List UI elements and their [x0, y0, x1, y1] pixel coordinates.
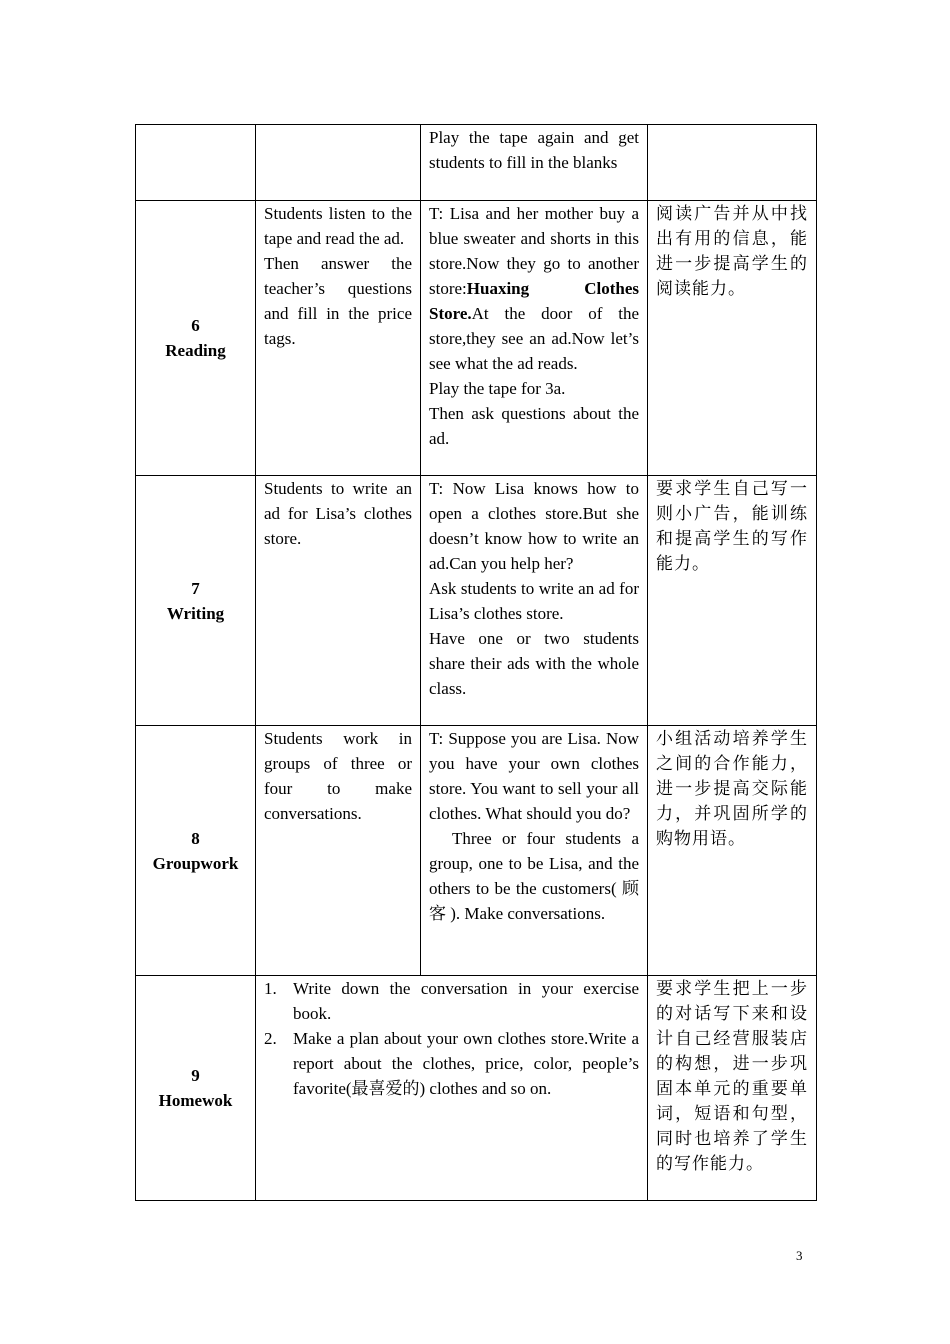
students-activity-text: Students to write an ad for Lisa’s clothes store. [264, 479, 412, 548]
purpose-cell [648, 976, 817, 1201]
teacher-activity-text: Have one or two students share their ads with the whole class. [429, 629, 639, 698]
table-row [136, 726, 817, 976]
purpose-cell [648, 476, 817, 726]
teacher-text-part: T: Lisa and her mother buy a blue sweater and shorts in this store.Now they go to another store: [429, 204, 639, 298]
teacher-activity-cell [421, 125, 648, 201]
homework-cell [256, 976, 648, 1201]
table-row [136, 976, 817, 1201]
students-activity-text: Students work in groups of three or four to make conversations. [264, 729, 412, 823]
purpose-cell [648, 201, 817, 476]
purpose-text: 小组活动培养学生之间的合作能力，进一步提高交际能力，并巩固所学的购物用语。 [656, 729, 808, 848]
teacher-activity-cell [421, 726, 648, 976]
lesson-plan-table [135, 124, 817, 1201]
homework-item-number: 2. [264, 1029, 277, 1048]
teacher-activity-cell [421, 476, 648, 726]
purpose-text: 要求学生自己写一则小广告，能训练和提高学生的写作能力。 [656, 479, 808, 573]
step-cell [136, 726, 256, 976]
homework-list [264, 976, 639, 1101]
step-number: 7 [191, 578, 200, 598]
step-number: 9 [191, 1066, 200, 1085]
homework-item-text: Write down the conversation in your exercise book. [293, 979, 639, 1023]
homework-item-number: 1. [264, 979, 277, 998]
students-activity-text: Then answer the teacher’s questions and fill in the price tags. [264, 254, 412, 348]
page-number: 3 [796, 1248, 803, 1263]
teacher-text-part: At the door of the store,they see an ad.Now let’s see what the ad reads. [429, 304, 639, 373]
students-activity-cell [256, 476, 421, 726]
students-activity-cell [256, 201, 421, 476]
homework-item [264, 976, 639, 1026]
homework-item-text: Make a plan about your own clothes store.Write a report about the clothes, price, color, people’s favorite(最喜爱的) clothes and so on. [293, 1029, 639, 1098]
teacher-activity-text: T: Now Lisa knows how to open a clothes store.But she doesn’t know how to write an ad.Can you help her? [429, 479, 639, 573]
students-activity-text: Students listen to the tape and read the ad. [264, 204, 412, 248]
step-cell [136, 976, 256, 1201]
step-cell [136, 201, 256, 476]
step-name: Groupwork [152, 853, 239, 873]
purpose-cell [648, 125, 817, 201]
teacher-activity-text [429, 201, 639, 376]
teacher-activity-text: Three or four students a group, one to be Lisa, and the others to be the customers( 顾 客 ). Make conversations. [429, 829, 639, 923]
step-name: Writing [166, 603, 225, 623]
step-name: Reading [165, 341, 226, 360]
teacher-activity-text: Play the tape again and get students to fill in the blanks [429, 128, 639, 172]
table-row [136, 125, 817, 201]
store-name-bold: Huaxing Clothes Store. [429, 279, 639, 323]
teacher-activity-text: T: Suppose you are Lisa. Now you have your own clothes store. You want to sell your all clothes. What should you do? [429, 729, 639, 823]
table-row [136, 476, 817, 726]
teacher-activity-text: Then ask questions about the ad. [429, 404, 639, 448]
step-cell [136, 125, 256, 201]
table-row [136, 201, 817, 476]
students-activity-cell [256, 726, 421, 976]
teacher-activity-text: Play the tape for 3a. [429, 379, 566, 398]
step-number: 8 [191, 828, 200, 848]
step-cell [136, 476, 256, 726]
purpose-cell [648, 726, 817, 976]
teacher-activity-text: Ask students to write an ad for Lisa’s clothes store. [429, 579, 639, 623]
step-name: Homewok [158, 1091, 233, 1110]
teacher-activity-cell [421, 201, 648, 476]
purpose-text: 阅读广告并从中找出有用的信息，能进一步提高学生的阅读能力。 [656, 204, 808, 298]
students-activity-cell [256, 125, 421, 201]
purpose-text: 要求学生把上一步的对话写下来和设计自己经营服装店的构想，进一步巩固本单元的重要单词，短语和句型，同时也培养了学生的写作能力。 [656, 979, 808, 1173]
step-number: 6 [191, 316, 200, 335]
homework-item [264, 1026, 639, 1101]
